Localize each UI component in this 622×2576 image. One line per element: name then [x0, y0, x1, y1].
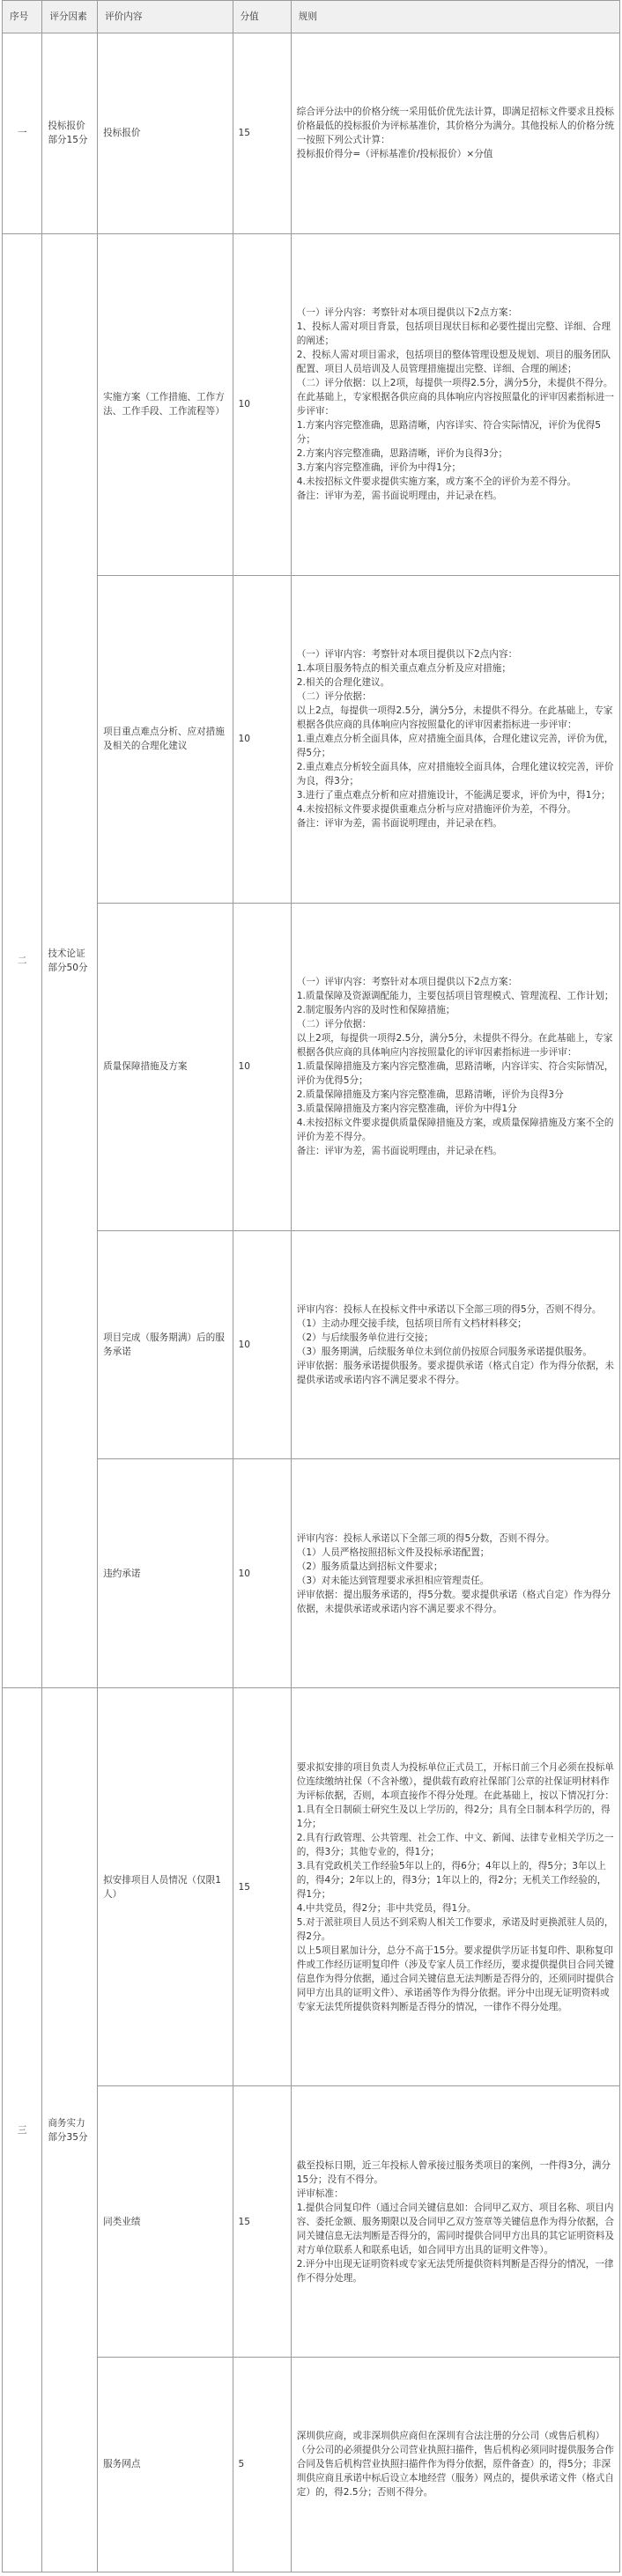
item-name: 项目重点难点分析、应对措施及相关的合理化建议 — [98, 575, 233, 903]
rule-line: 4.未按招标文件要求提供重难点分析与应对措施评价为差，不得分。 — [296, 804, 577, 816]
item-points: 10 — [233, 1230, 291, 1459]
header-rule: 规则 — [291, 1, 619, 33]
section-category-commercial: 商务实力部分35分 — [42, 1688, 98, 2572]
table-row — [3, 1688, 620, 2086]
rule-line: 1.质量保障措施及方案内容完整准确，思路清晰，内容详实、符合实际情况，评价为优得5分； — [296, 1061, 614, 1087]
rule-line: 备注：评审为差，需书面说明理由，并记录在档。 — [296, 491, 502, 502]
rule-line: （1）人员严格按照招标文件及投标承诺配置； — [296, 1546, 490, 1558]
item-points: 5 — [233, 2358, 291, 2572]
rule-line: 2.质量保障措施及方案内容完整准确，思路清晰，评价为良得3分 — [296, 1089, 564, 1101]
section-seq-technical: 二 — [3, 233, 42, 1687]
rule-line: 评审标准： — [296, 2188, 344, 2199]
item-rule — [291, 1230, 619, 1459]
item-name: 项目完成（服务期满）后的服务承诺 — [98, 1230, 233, 1459]
rule-line: 1.重点难点分析全面具体，应对措施全面具体，合理化建议完善，评价为优，得5分； — [296, 734, 614, 759]
item-points: 15 — [233, 33, 291, 234]
rule-line: 深圳供应商，或非深圳供应商但在深圳有合法注册的分公司（或售后机构）（分公司的必须提供分公司营业执照扫描件，售后机构必须同时提供服务合作合同及售后机构营业执照扫描件作为得分依据，原件备查）的，得5分；非深圳供应商且承诺中标后设立本地经营（服务）网点的，提供承诺文件（格式自定）的，得2.5分；否则不得分。 — [296, 2431, 614, 2498]
rule-line: 2.相关的合理化建议。 — [296, 677, 390, 689]
rule-line: 4.未按招标文件要求提供质量保障措施及方案，或质量保障措施及方案不全的评价为差不得分。 — [296, 1118, 614, 1143]
item-name: 同类业绩 — [98, 2086, 233, 2358]
rule-line: （3）对未能达到管理要求承担相应管理责任。 — [296, 1575, 490, 1586]
rule-line: 3.质量保障措施及方案内容完整准确，评价为中得1分 — [296, 1103, 517, 1115]
rule-line: 1.质量保障及资源调配能力，主要包括项目管理模式、管理流程、工作计划； — [296, 991, 614, 1002]
rule-line: 3.具有党政机关工作经验5年以上的，得6分；4年以上的，得5分；3年以上的，得4分；2年以上的，得3分；1年以上的，得2分；无机关工作经验的，得1分； — [296, 1860, 607, 1900]
rule-line: （一）评审内容：考察针对本项目提供以下2点内容： — [296, 649, 518, 661]
section-seq-commercial: 三 — [3, 1688, 42, 2572]
section-seq-pricing: 一 — [3, 33, 42, 234]
rule-line: 要求拟安排的项目负责人为投标单位正式员工，开标日前三个月必须在投标单位连续缴纳社保（不含补缴），提供载有政府社保部门公章的社保证明材料作为评标依据，否则，本项直接作不得分处理。在此基础上，按以下情况打分： — [296, 1761, 614, 1801]
rule-line: 4.中共党员，得2分；非中共党员，得1分。 — [296, 1902, 477, 1914]
rule-line: 5.对于派驻项目人员达不到采购人相关工作要求，承诺及时更换派驻人员的，得2分。 — [296, 1916, 614, 1942]
item-rule — [291, 33, 619, 234]
item-name: 服务网点 — [98, 2358, 233, 2572]
scoring-table — [2, 0, 620, 2572]
rule-line: 2、投标人需对项目需求，包括项目的整体管理设想及规划、项目的服务团队配置、项目人员培训及人员管理措施提出完整、详细、合理的阐述； — [296, 350, 611, 375]
item-name: 投标报价 — [98, 33, 233, 234]
rule-line: （二）评分依据： — [296, 1019, 372, 1030]
rule-line: （2）与后续服务单位进行交接； — [296, 1332, 433, 1343]
section-category-technical: 技术论证部分50分 — [42, 233, 98, 1687]
item-rule — [291, 233, 619, 575]
rule-line: 评审内容：投标人在投标文件中承诺以下全部三项的得5分，否则不得分。 — [296, 1303, 602, 1315]
item-rule — [291, 575, 619, 903]
header-content: 评价内容 — [98, 1, 233, 33]
rule-line: （二）评分依据：以上2项，每提供一项得2.5分，满分5分，未提供不得分。在此基础上，专家根据各供应商的具体响应内容按照量化的评审因素指标进一步评审： — [296, 378, 614, 417]
item-rule — [291, 2086, 619, 2358]
item-points: 10 — [233, 233, 291, 575]
rule-line: 1、投标人需对项目背景，包括项目现状目标和必要性提出完整、详细、合理的阐述； — [296, 321, 611, 347]
header-category: 评分因素 — [42, 1, 98, 33]
rule-line: 综合评分法中的价格分统一采用低价优先法计算，即满足招标文件要求且投标价格最低的投标报价为评标基准价，其价格分为满分。其他投标人的价格分统一按照下列公式计算： — [296, 107, 614, 146]
item-points: 10 — [233, 575, 291, 903]
rule-line: 3.进行了重点难点分析和应对措施设计，不能满足要求，评价为中，得1分； — [296, 790, 611, 801]
section-category-pricing: 投标报价部分15分 — [42, 33, 98, 234]
rule-line: 评审依据：提出服务承诺的，得5分数。要求提供承诺（格式自定）作为得分依据，未提供承诺或承诺内容不满足要求不得分。 — [296, 1589, 611, 1614]
rule-line: 2.制定服务内容的及时性和保障措施； — [296, 1005, 455, 1016]
rule-line: （1）主动办理交接手续，包括项目所有文档材料移交； — [296, 1318, 527, 1329]
rule-line: 1.方案内容完整准确，思路清晰，内容详实、符合实际情况，评价为优得5分； — [296, 420, 602, 446]
rule-line: 评审依据：服务承诺提供服务。要求提供承诺（格式自定）作为得分依据，未提供承诺或承诺内容不满足要求不得分。 — [296, 1360, 614, 1385]
rule-line: （3）服务期满，后续服务单位未到位前仍按原合同服务承诺提供服务。 — [296, 1346, 592, 1357]
rule-line: （二）评分依据： — [296, 691, 372, 703]
rule-line: 以上5项目累加计分，总分不高于15分。要求提供学历证书复印件、职称复印件或工作经历证明复印件（涉及专家人员工作经历，要求提供提供目合同关键信息作为得分依据，通过合同关键信息无法判断是否得分的，还须同时提供合同甲方出具的证明文件）、承诺函等作为得分依据。评分中出现无证明资料或专家无法凭所提供资料判断是否得分的情况，一律作不得分处理。 — [296, 1945, 614, 2012]
table-row — [3, 33, 620, 234]
rule-line: 1.本项目服务特点的相关重点难点分析及应对措施； — [296, 663, 511, 675]
header-row — [3, 1, 620, 33]
item-points: 10 — [233, 903, 291, 1230]
rule-line: 1.提供合同复印件（通过合同关键信息如：合同甲乙双方、项目名称、项目内容、委托金额、服务期限以及合同甲乙双方签章等关键信息作为得分依据，合同关键信息无法判断是否得分的，需同时提供合同甲方出具的其它证明资料及对方单位联系人和联系电话，如合同甲方出具的证明文件等）。 — [296, 2202, 614, 2255]
header-points: 分值 — [233, 1, 291, 33]
item-name: 拟安排项目人员情况（仅限1人） — [98, 1688, 233, 2086]
rule-line: 2.具有行政管理、公共管理、社会工作、中文、新闻、法律专业相关学历之一的，得3分；其他专业的，得1分； — [296, 1832, 614, 1857]
rule-line: 1.具有全日制硕士研究生及以上学历的，得2分；具有全日制本科学历的，得1分； — [296, 1804, 611, 1829]
item-name: 实施方案（工作措施、工作方法、工作手段、工作流程等） — [98, 233, 233, 575]
rule-line: 2.重点难点分析较全面具体，应对措施较全面具体，合理化建议较完善，评价为良，得3分； — [296, 762, 614, 787]
rule-line: 以上2点，每提供一项得2.5分，满分5分，未提供不得分。在此基础上，专家根据各供应商的具体响应内容按照量化的评审因素指标进一步评审： — [296, 705, 613, 731]
item-name: 质量保障措施及方案 — [98, 903, 233, 1230]
item-points: 10 — [233, 1459, 291, 1688]
rule-line: 4.未按招标文件要求提供实施方案，或方案不全的评价为差不得分。 — [296, 476, 577, 488]
rule-line: 以上2项，每提供一项得2.5分，满分5分，未提供不得分。在此基础上，专家根据各供应商的具体响应内容按照量化的评审因素指标进一步评审： — [296, 1033, 613, 1059]
table-body — [3, 33, 620, 2572]
item-points: 15 — [233, 1688, 291, 2086]
rule-line: （2）服务质量达到招标文件要求； — [296, 1561, 443, 1572]
item-rule — [291, 1459, 619, 1688]
item-points: 15 — [233, 2086, 291, 2358]
rule-line: 2.方案内容完整准确，思路清晰，评价为良得3分； — [296, 448, 508, 460]
rule-line: 2.评分中出现无证明资料或专家无法凭所提供资料判断是否得分的情况，一律作不得分处理。 — [296, 2258, 614, 2284]
table-row — [3, 233, 620, 575]
rule-line: 截至投标日期，近三年投标人曾承接过服务类项目的案例，一件得3分，满分15分；没有不得分。 — [296, 2159, 611, 2185]
rule-line: 投标报价得分=（评标基准价/投标报价）×分值 — [296, 149, 493, 160]
rule-line: 备注：评审为差，需书面说明理由，并记录在档。 — [296, 1146, 502, 1157]
item-rule — [291, 2358, 619, 2572]
rule-line: （一）评分内容：考察针对本项目提供以下2点方案： — [296, 307, 518, 319]
item-name: 违约承诺 — [98, 1459, 233, 1688]
item-rule — [291, 903, 619, 1230]
item-rule — [291, 1688, 619, 2086]
rule-line: 3.方案内容完整准确，评价为中得1分； — [296, 462, 462, 474]
rule-line: 评审内容：投标人承诺以下全部三项的得5分数，否则不得分。 — [296, 1532, 555, 1544]
rule-line: （一）评审内容：考察针对本项目提供以下2点方案： — [296, 977, 518, 988]
rule-line: 备注：评审为差，需书面说明理由，并记录在档。 — [296, 818, 502, 830]
header-seq: 序号 — [3, 1, 42, 33]
